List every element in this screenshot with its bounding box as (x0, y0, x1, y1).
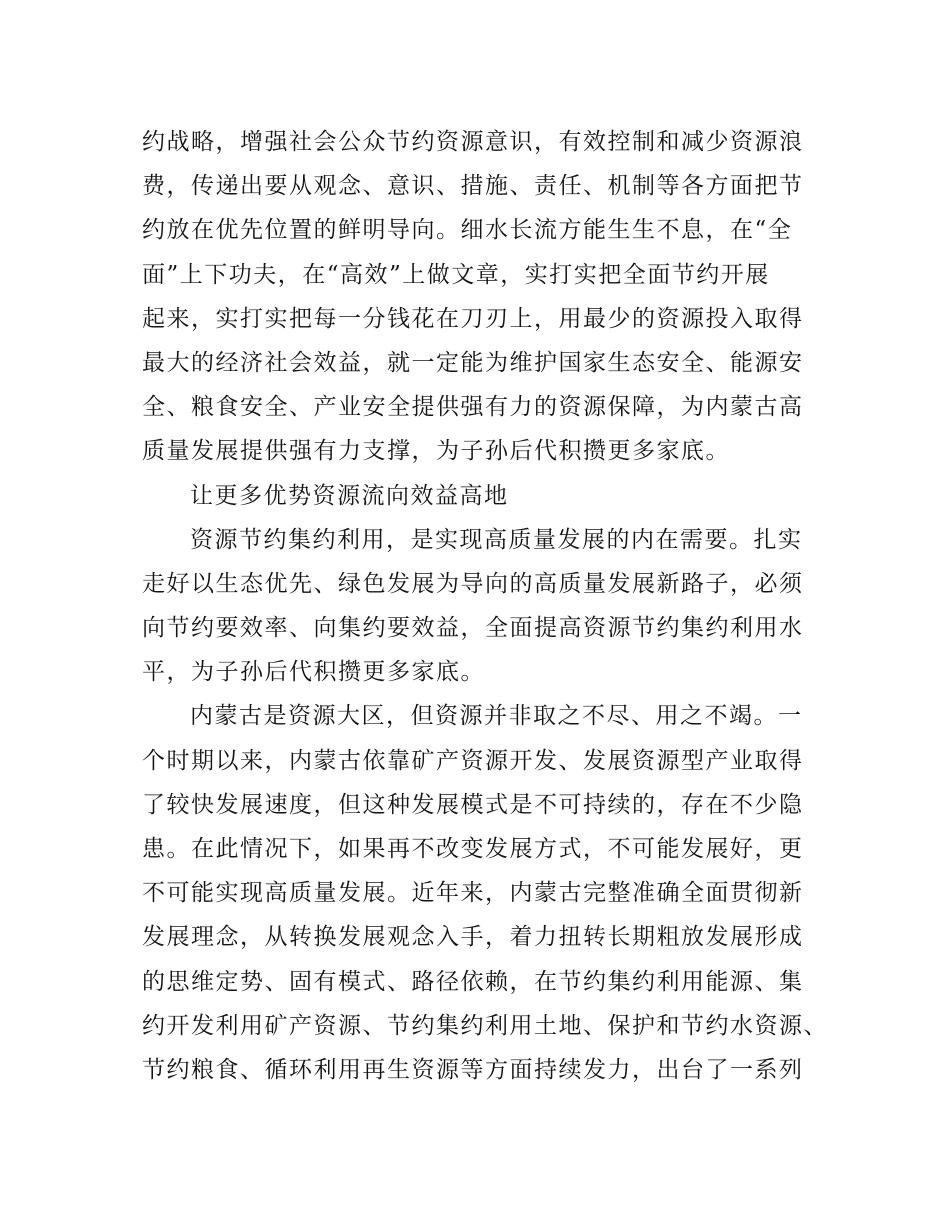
section-heading: 让更多优势资源流向效益高地 (190, 482, 509, 509)
paragraph-start-line: 内蒙古是资源大区，但资源并非取之不尽、用之不竭。一 (190, 703, 803, 730)
text-line: 不可能实现高质量发展。近年来，内蒙古完整准确全面贯彻新 (142, 880, 804, 907)
text-line: 约战略，增强社会公众节约资源意识，有效控制和减少资源浪 (142, 129, 804, 155)
text-line: 了较快发展速度，但这种发展模式是不可持续的，存在不少隐 (142, 791, 804, 818)
text-line: 约开发利用矿产资源、节约集约利用土地、保护和节约水资源、 (142, 1012, 828, 1039)
text-line: 面”上下功夫，在“高效”上做文章，实打实把全面节约开展 (142, 261, 770, 288)
text-line: 约放在优先位置的鲜明导向。细水长流方能生生不息，在“全 (142, 217, 793, 244)
text-line: 走好以生态优先、绿色发展为导向的高质量发展新路子，必须 (142, 570, 804, 597)
text-line: 向节约要效率、向集约要效益，全面提高资源节约集约利用水 (142, 615, 804, 642)
document-body (142, 120, 832, 1092)
text-line: 起来，实打实把每一分钱花在刀刃上，用最少的资源投入取得 (142, 305, 804, 332)
text-line: 患。在此情况下，如果再不改变发展方式，不可能发展好，更 (142, 836, 804, 862)
paragraph-start-line: 资源节约集约利用，是实现高质量发展的内在需要。扎实 (190, 526, 803, 553)
text-line: 个时期以来，内蒙古依靠矿产资源开发、发展资源型产业取得 (142, 747, 804, 774)
text-line: 费，传递出要从观念、意识、措施、责任、机制等各方面把节 (142, 173, 804, 200)
text-line: 发展理念，从转换发展观念入手，着力扭转长期粗放发展形成 (142, 924, 804, 951)
text-line: 的思维定势、固有模式、路径依赖，在节约集约利用能源、集 (142, 968, 804, 995)
text-line: 全、粮食安全、产业安全提供强有力的资源保障，为内蒙古高 (142, 394, 804, 421)
text-line: 最大的经济社会效益，就一定能为维护国家生态安全、能源安 (142, 349, 804, 376)
text-line: 质量发展提供强有力支撑，为子孙后代积攒更多家底。 (142, 438, 730, 465)
text-line: 节约粮食、循环利用再生资源等方面持续发力，出台了一系列 (142, 1056, 804, 1083)
text-line: 平，为子孙后代积攒更多家底。 (142, 659, 485, 686)
